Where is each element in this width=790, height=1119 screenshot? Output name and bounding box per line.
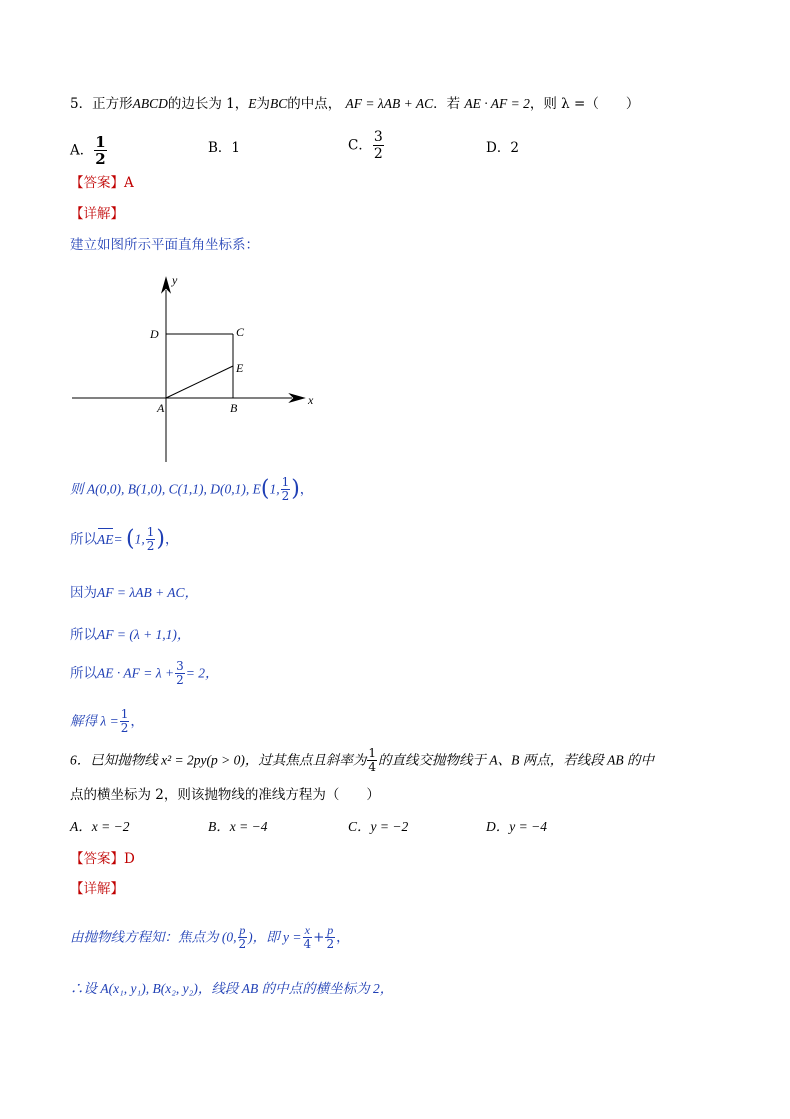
q5-text: 的边长为 1， xyxy=(167,96,249,112)
equals: = xyxy=(113,531,126,547)
denominator: 2 xyxy=(373,146,383,162)
q6-detail-line-1 xyxy=(70,924,350,951)
line-p-fraction xyxy=(325,924,335,951)
because-text: 因为 xyxy=(70,585,97,601)
dot-product-fraction xyxy=(175,660,185,687)
q5-dot-product: AE · AF = 2 xyxy=(464,96,530,111)
point-b-label: B xyxy=(230,401,238,415)
numerator: 1 xyxy=(368,746,377,760)
comma: ， xyxy=(130,713,144,730)
q5-detail-line-1: 建立如图所示平面直角坐标系： xyxy=(70,237,259,253)
q5-detail-line-4 xyxy=(70,584,198,602)
q5-detail-label: 【详解】 xyxy=(70,206,124,222)
q6-detail-line-2: ∴设 A(x₁, y₁), B(x₂, y₂)，线段 AB 的中点的横坐标为 2， xyxy=(70,981,394,996)
numerator: 1 xyxy=(95,133,106,151)
paren: ) xyxy=(291,476,300,502)
coordinates-text: 则 A(0,0), B(1,0), C(1,1), D(0,1), E xyxy=(70,481,261,497)
q6-option-c: C．y = −2 xyxy=(348,819,409,834)
paren: ( xyxy=(260,476,270,502)
denominator: 2 xyxy=(120,721,129,735)
q5-option-a-label: A． xyxy=(70,142,94,159)
vector-af-formula: AF = λAB + AC， xyxy=(97,585,199,600)
denominator: 2 xyxy=(146,539,155,553)
q5-detail-line-2 xyxy=(70,476,313,503)
q5-option-c-label: C． xyxy=(348,137,372,154)
vector-ae-x: 1, xyxy=(134,531,145,547)
q5-option-c xyxy=(348,129,385,162)
numerator: 1 xyxy=(281,475,290,489)
point-d-label: D xyxy=(150,327,159,341)
point-a-label: A xyxy=(157,401,165,415)
q5-point-e: E xyxy=(248,96,257,111)
x-axis-arrow-icon xyxy=(290,394,304,402)
vector-ae: AE xyxy=(97,531,114,547)
focus-fraction xyxy=(238,924,248,951)
numerator: x xyxy=(303,924,313,938)
q5-answer: 【答案】A xyxy=(70,175,134,191)
q6-option-d: D．y = −4 xyxy=(486,819,547,834)
denominator: 4 xyxy=(368,760,377,774)
comma: ， xyxy=(299,481,314,498)
q6-option-a: A．x = −2 xyxy=(70,819,130,834)
point-e-label: E xyxy=(236,361,244,375)
so-text: 所以 xyxy=(70,665,97,682)
q5-detail-line-6 xyxy=(70,660,218,687)
q5-option-b: B．1 xyxy=(208,140,241,156)
lambda-fraction xyxy=(120,708,130,735)
q6-text: 的直线交抛物线于 A、B 两点，若线段 AB 的中 xyxy=(378,752,655,768)
line-x-fraction xyxy=(303,924,313,951)
denominator: 2 xyxy=(238,937,247,951)
paren: ( xyxy=(126,526,135,552)
point-e-y-fraction xyxy=(281,476,291,503)
numerator: 1 xyxy=(146,525,155,539)
q5-text: 的中点， xyxy=(287,96,342,112)
q5-vector-formula: AF = λAB + AC xyxy=(345,96,434,111)
dot-product-expression: AE · AF = λ + xyxy=(97,665,175,681)
numerator: p xyxy=(239,923,246,937)
q5-segment-bc: BC xyxy=(269,96,288,111)
q5-option-d: D．2 xyxy=(486,140,519,156)
solution-text: 解得 λ = xyxy=(70,713,119,729)
y-axis-label: y xyxy=(172,273,178,287)
comma: ， xyxy=(336,929,350,946)
comma: ， xyxy=(164,531,179,548)
denominator: 2 xyxy=(281,489,290,503)
q5-text: ，则 λ =（ ） xyxy=(529,96,640,112)
numerator: 1 xyxy=(120,707,129,721)
dot-product-result: = 2， xyxy=(185,665,219,681)
q5-text: 为 xyxy=(256,96,270,112)
q5-detail-line-5 xyxy=(70,626,190,644)
q6-slope-fraction xyxy=(367,747,377,774)
numerator: 3 xyxy=(373,129,383,145)
q6-detail-label: 【详解】 xyxy=(70,881,124,897)
q6-option-b: B．x = −4 xyxy=(208,819,268,834)
paren: ) xyxy=(156,526,165,552)
so-text: 所以 xyxy=(70,531,97,548)
q6-answer: 【答案】D xyxy=(70,851,135,867)
q6-stem-line-1 xyxy=(70,747,654,774)
q5-detail-line-7 xyxy=(70,708,144,735)
segment-ae xyxy=(166,366,233,398)
vector-af-value: AF = (λ + 1,1)， xyxy=(97,627,191,642)
q5-square-name: ABCD xyxy=(132,96,168,111)
plus: + xyxy=(313,929,325,946)
q5-stem xyxy=(70,95,639,113)
point-c-label: C xyxy=(236,325,245,339)
denominator: 4 xyxy=(303,937,312,951)
q5-option-a xyxy=(70,134,108,167)
y-axis-arrow-icon xyxy=(162,278,170,292)
numerator: p xyxy=(327,923,334,937)
q5-option-a-fraction xyxy=(94,134,106,167)
denominator: 2 xyxy=(326,937,335,951)
q5-detail-line-3 xyxy=(70,526,178,553)
so-text: 所以 xyxy=(70,627,97,643)
focus-text: 由抛物线方程知：焦点为 (0, xyxy=(70,929,237,945)
line-equation-text: )，即 y = xyxy=(248,929,302,945)
numerator: 3 xyxy=(176,659,184,673)
vector-ae-y-fraction xyxy=(146,526,156,553)
q6-stem-line-2: 点的横坐标为 2，则该抛物线的准线方程为（ ） xyxy=(70,787,380,803)
point-e-x: 1, xyxy=(269,481,280,497)
q5-text: 5．正方形 xyxy=(70,96,133,112)
q5-option-c-fraction xyxy=(373,129,384,162)
denominator: 2 xyxy=(95,150,106,168)
q5-text: ．若 xyxy=(433,96,461,112)
coordinate-figure xyxy=(60,268,330,468)
denominator: 2 xyxy=(176,673,184,687)
q6-text: 6．已知抛物线 x² = 2py(p > 0)，过其焦点且斜率为 xyxy=(70,752,367,768)
x-axis-label: x xyxy=(308,393,314,407)
